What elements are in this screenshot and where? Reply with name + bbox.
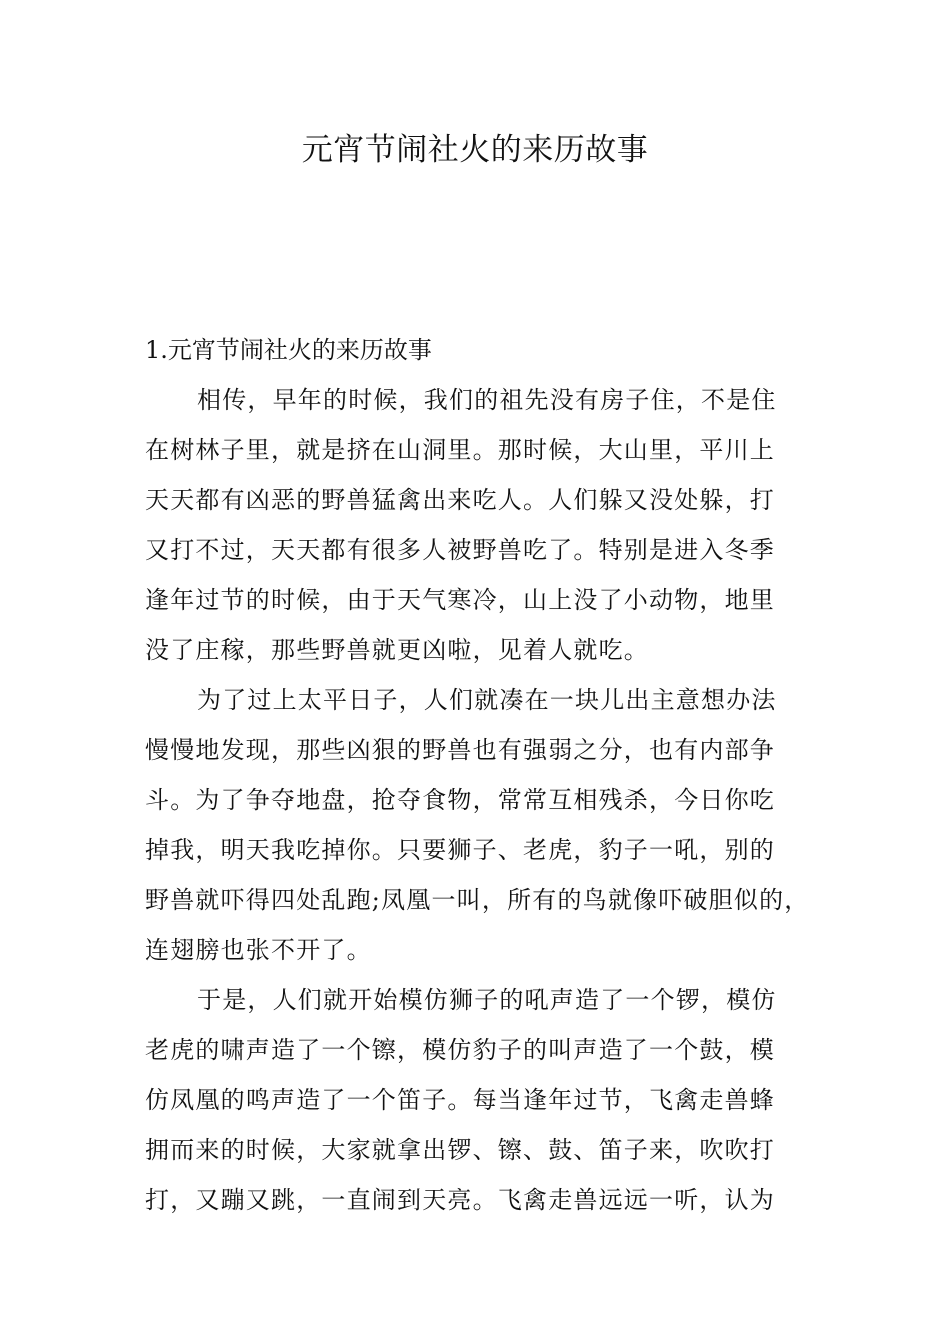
paragraph-line: 逢年过节的时候，由于天气寒冷，山上没了小动物，地里 [145,586,775,614]
section-heading: 1.元宵节闹社火的来历故事 [145,336,432,364]
paragraph-line: 又打不过，天天都有很多人被野兽吃了。特别是进入冬季 [145,536,775,564]
paragraph-2 [145,675,825,975]
paragraph-line: 仿凤凰的鸣声造了一个笛子。每当逢年过节，飞禽走兽蜂 [145,1086,775,1114]
paragraph-line: 连翅膀也张不开了。 [145,936,372,964]
paragraph-line: 没了庄稼，那些野兽就更凶啦，见着人就吃。 [145,636,649,664]
paragraph-line: 于是，人们就开始模仿狮子的吼声造了一个锣，模仿 [197,986,777,1014]
paragraph-line: 野兽就吓得四处乱跑;凤凰一叫，所有的鸟就像吓破胆似的， [145,886,810,914]
document-title: 元宵节闹社火的来历故事 [301,132,649,168]
paragraph-3 [145,975,825,1225]
paragraph-line: 天天都有凶恶的野兽猛禽出来吃人。人们躲又没处躲，打 [145,486,775,514]
paragraph-line: 老虎的啸声造了一个镲，模仿豹子的叫声造了一个鼓，模 [145,1036,775,1064]
paragraph-line: 相传，早年的时候，我们的祖先没有房子住，不是住 [197,386,777,414]
paragraph-line: 掉我，明天我吃掉你。只要狮子、老虎，豹子一吼，别的 [145,836,775,864]
document-body [145,325,825,1225]
paragraph-line: 打，又蹦又跳，一直闹到天亮。飞禽走兽远远一听，认为 [145,1186,775,1214]
paragraph-line: 斗。为了争夺地盘，抢夺食物，常常互相残杀，今日你吃 [145,786,775,814]
paragraph-line: 慢慢地发现，那些凶狠的野兽也有强弱之分，也有内部争 [145,736,775,764]
paragraph-1 [145,375,825,675]
paragraph-line: 拥而来的时候，大家就拿出锣、镲、鼓、笛子来，吹吹打 [145,1136,775,1164]
paragraph-line: 为了过上太平日子，人们就凑在一块儿出主意想办法 [197,686,777,714]
paragraph-line: 在树林子里，就是挤在山洞里。那时候，大山里，平川上 [145,436,775,464]
